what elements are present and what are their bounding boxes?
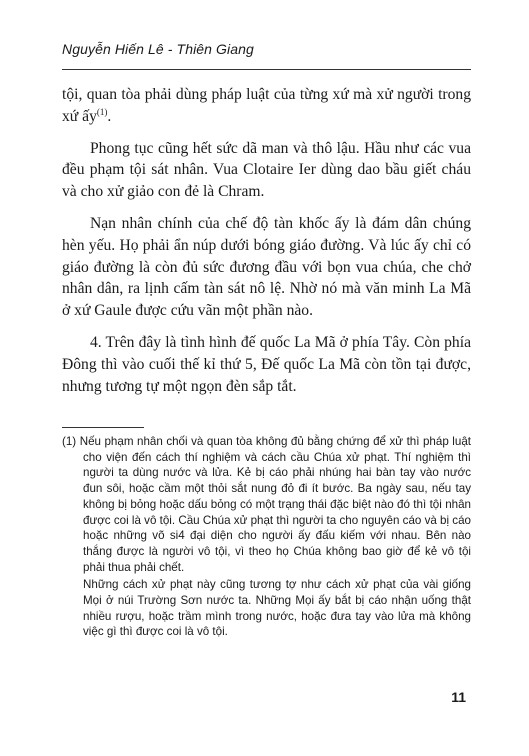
paragraph-1-text: tội, quan tòa phải dùng pháp luật của từng xứ mà xử người trong xứ ấy	[62, 86, 471, 125]
footnote-reference[interactable]: (1)	[96, 106, 108, 117]
paragraph-3: Nạn nhân chính của chế độ tàn khốc ấy là đám dân chúng hèn yếu. Họ phải ẩn núp dưới bóng giáo đường. Và lúc ấy chỉ có giáo đường là còn đủ sức đương đầu với bọn vua chúa, che chở nhân dân, ra lịnh cấm tàn sát nô lệ. Nhờ nó mà văn minh La Mã ở xứ Gaule được cứu vãn một phần nào.	[62, 214, 471, 320]
running-header: Nguyễn Hiến Lê - Thiên Giang	[62, 41, 254, 57]
footnote-1: (1) Nếu phạm nhân chối và quan tòa không đủ bằng chứng để xử thì pháp luật cho viện đến cách thí nghiệm và cách cầu Chúa xử phạt. Thí nghiệm thì người ta dùng nước và lửa. Kẻ bị cáo phải nhúng hai bàn tay vào nước đun sôi, hoặc cầm một thỏi sắt nung đỏ đi ít bước. Ba ngày sau, nếu tay không bị bỏng hoặc dấu bỏng có một trạng thái đặc biệt nào đó thì tội nhân được coi là vô tội. Cầu Chúa xử phạt thì người ta cho nguyên cáo và bị cáo hoặc những võ si4 đại diện cho người ấy đấu kiếm với nhau. Bên nào thắng được là người vô tội, vì theo họ Chúa không bao giờ để kẻ vô tội phải thua phải chết.	[62, 435, 471, 574]
footnote-rule	[62, 427, 144, 428]
paragraph-4: 4. Trên đây là tình hình đế quốc La Mã ở phía Tây. Còn phía Đông thì vào cuối thế kỉ thứ 5, Đế quốc La Mã còn tồn tại được, nhưng tương tự một ngọn đèn sắp tắt.	[62, 333, 471, 395]
header-rule	[62, 69, 471, 70]
paragraph-1	[62, 84, 471, 128]
paragraph-1-end: .	[107, 107, 112, 125]
footnote-1-continuation: Những cách xử phạt này cũng tương tợ như cách xử phạt của vài giống Mọi ở núi Trường Sơn nước ta. Những Mọi ấy bắt bị cáo nhận uống thật nhiều rượu, hoặc trầm mình trong nước, hoặc đưa tay vào lửa mà không việc gì thì được coi là vô tội.	[83, 578, 471, 639]
paragraph-2: Phong tục cũng hết sức dã man và thô lậu. Hầu như các vua đều phạm tội sát nhân. Vua Clotaire Ier dùng dao bầu giết cháu và cho xử giảo con đẻ là Chram.	[62, 139, 471, 201]
footnote	[62, 434, 471, 640]
page-number: 11	[451, 689, 466, 705]
main-text	[62, 84, 471, 407]
